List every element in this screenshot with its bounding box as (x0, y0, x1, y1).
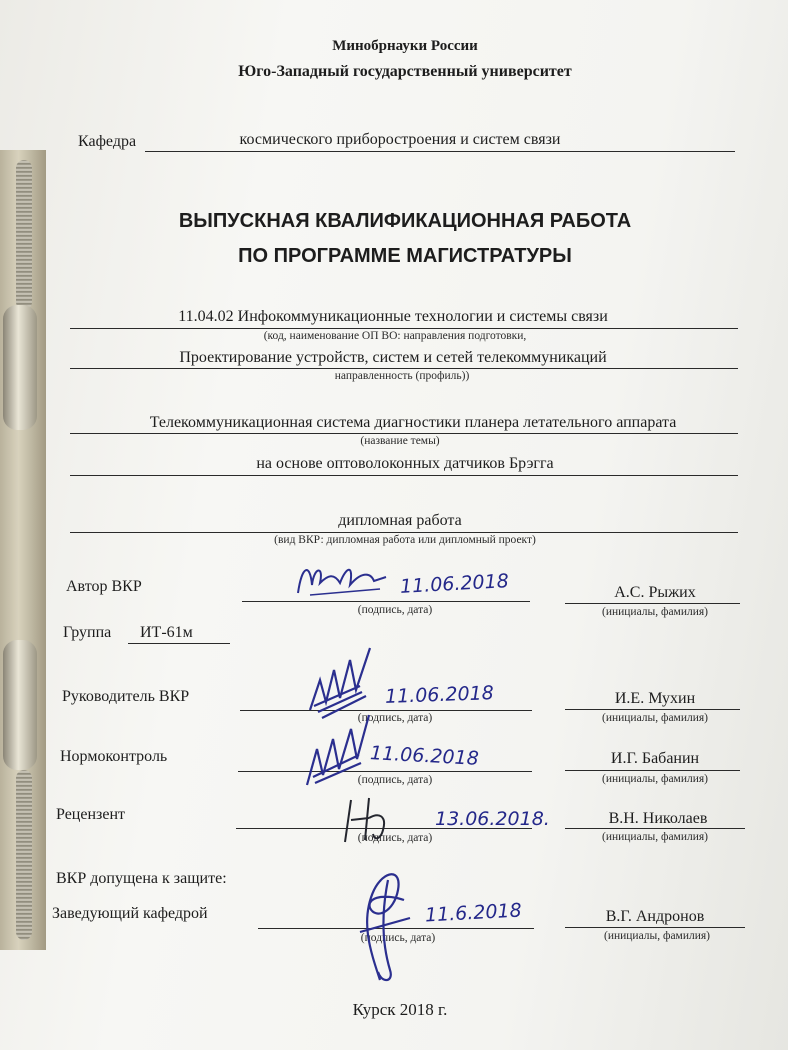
head-name-line (565, 927, 745, 928)
author-name: А.С. Рыжих (614, 584, 696, 601)
normcontrol-handwritten-date: 11.06.2018 (369, 742, 480, 770)
reviewer-label: Рецензент (56, 806, 125, 823)
university-name: Юго-Западный государственный университет (238, 63, 572, 80)
topic-underline (70, 475, 738, 476)
document-title-line1: ВЫПУСКНАЯ КВАЛИФИКАЦИОННАЯ РАБОТА (178, 210, 632, 232)
reviewer-signature (335, 790, 405, 850)
name-caption: (инициалы, фамилия) (601, 773, 709, 785)
program-underline (70, 328, 738, 329)
head-label: Заведующий кафедрой (52, 905, 208, 922)
head-name: В.Г. Андронов (605, 908, 705, 925)
work-type-value: дипломная работа (338, 512, 462, 529)
normcontrol-name: И.Г. Бабанин (610, 750, 700, 767)
binder-lever (3, 305, 37, 430)
author-label: Автор ВКР (66, 578, 142, 595)
work-type-caption: (вид ВКР: дипломная работа или дипломный проект) (274, 534, 536, 546)
department-value: космического приборостроения и систем связи (239, 131, 561, 148)
author-name-line (565, 603, 740, 604)
reviewer-name: В.Н. Николаев (608, 810, 708, 827)
topic-caption: (название темы) (360, 435, 440, 447)
author-handwritten-date: 11.06.2018 (399, 570, 510, 598)
department-underline (145, 151, 735, 152)
binder-spring (16, 160, 32, 310)
author-signature (290, 555, 400, 610)
sign-date-caption: (подпись, дата) (360, 932, 436, 944)
reviewer-handwritten-date: 13.06.2018. (435, 808, 550, 830)
profile-caption: направленность (профиль)) (334, 370, 470, 382)
group-label: Группа (63, 624, 112, 641)
binder-spring (16, 770, 32, 940)
normcontrol-sign-line (238, 771, 532, 772)
sign-date-caption: (подпись, дата) (357, 832, 433, 844)
topic-underline (70, 433, 738, 434)
sign-date-caption: (подпись, дата) (357, 712, 433, 724)
supervisor-label: Руководитель ВКР (62, 688, 190, 705)
name-caption: (инициалы, фамилия) (601, 831, 709, 843)
head-signature (340, 860, 430, 990)
work-type-underline (70, 532, 738, 533)
topic-line1: Телекоммуникационная система диагностики планера летательного аппарата (149, 414, 677, 431)
name-caption: (инициалы, фамилия) (603, 930, 711, 942)
program-profile: Проектирование устройств, систем и сетей телекоммуникаций (179, 349, 607, 366)
program-caption: (код, наименование ОП ВО: направления подготовки, (263, 330, 527, 342)
reviewer-name-line (565, 828, 745, 829)
normcontrol-label: Нормоконтроль (60, 748, 168, 765)
name-caption: (инициалы, фамилия) (601, 712, 709, 724)
group-underline (128, 643, 230, 644)
normcontrol-name-line (565, 770, 740, 771)
admitted-label: ВКР допущена к защите: (56, 870, 227, 887)
normcontrol-signature (295, 705, 385, 795)
city-year: Курск 2018 г. (352, 1000, 448, 1019)
head-handwritten-date: 11.6.2018 (424, 899, 523, 927)
ministry-name: Минобрнауки России (332, 38, 478, 54)
department-label: Кафедра (78, 133, 137, 150)
binder-lever (3, 640, 37, 770)
profile-underline (70, 368, 738, 369)
sign-date-caption: (подпись, дата) (357, 604, 433, 616)
supervisor-name-line (565, 709, 740, 710)
name-caption: (инициалы, фамилия) (601, 606, 709, 618)
topic-line2: на основе оптоволоконных датчиков Брэгга (256, 455, 554, 472)
sign-date-caption: (подпись, дата) (357, 774, 433, 786)
program-code-name: 11.04.02 Инфокоммуникационные технологии и системы связи (178, 308, 608, 325)
group-value: ИТ-61м (140, 624, 193, 641)
document-title-line2: ПО ПРОГРАММЕ МАГИСТРАТУРЫ (238, 245, 572, 267)
supervisor-handwritten-date: 11.06.2018 (384, 682, 495, 708)
supervisor-name: И.Е. Мухин (614, 690, 696, 707)
